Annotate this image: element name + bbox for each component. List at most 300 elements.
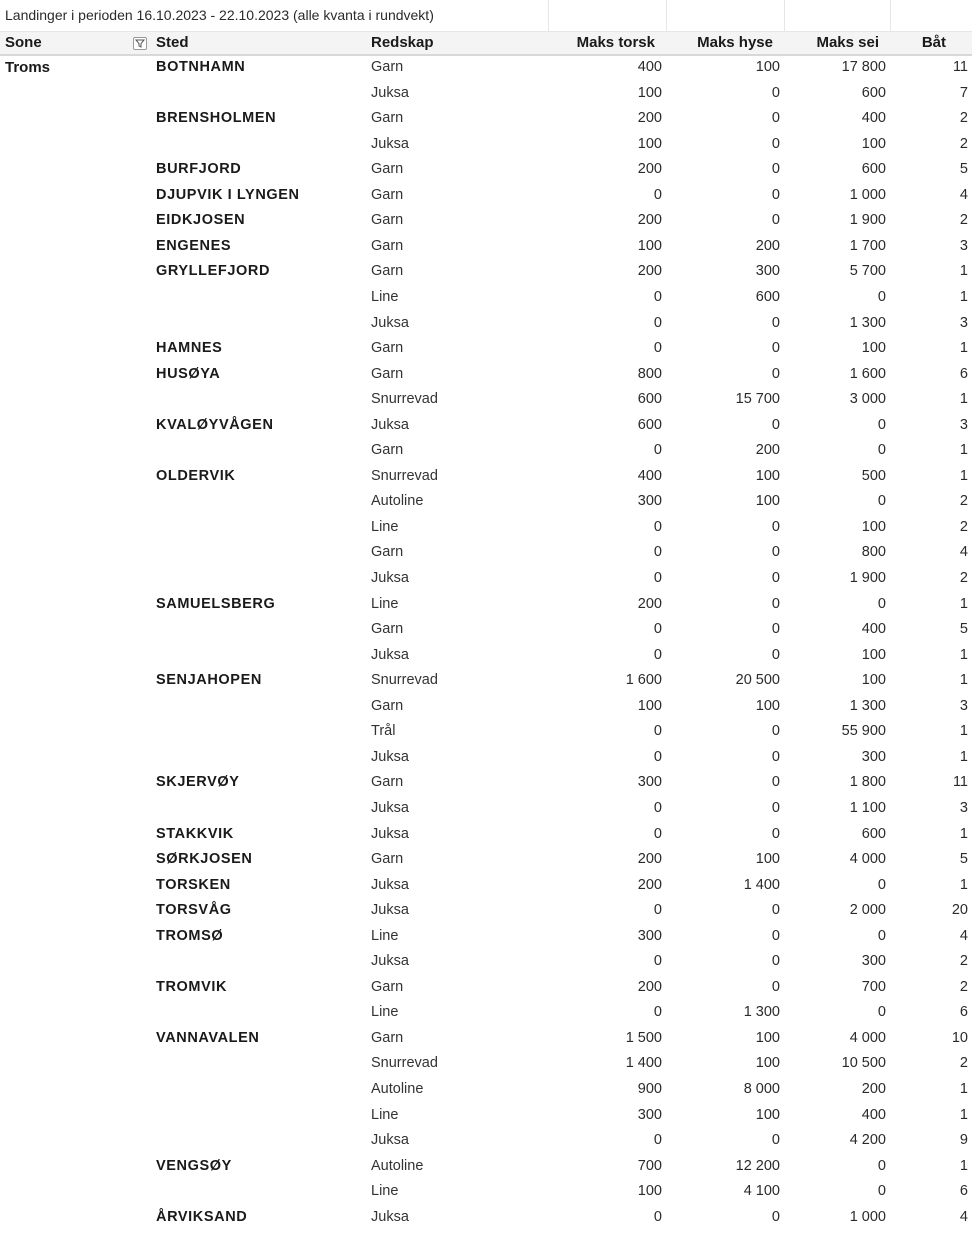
cell-maks-torsk: 100 [637, 135, 662, 152]
report-title-bar [0, 0, 972, 32]
cell-maks-torsk: 300 [637, 493, 662, 510]
cell-redskap: Juksa [371, 748, 409, 765]
cell-maks-torsk: 0 [653, 314, 662, 331]
cell-maks-hyse: 0 [771, 135, 780, 152]
cell-maks-sei: 0 [877, 1157, 886, 1174]
cell-maks-torsk: 300 [637, 1106, 662, 1123]
cell-redskap: Garn [371, 340, 404, 357]
table-row[interactable] [0, 388, 972, 414]
cell-bat: 1 [959, 723, 968, 740]
table-row[interactable] [0, 490, 972, 516]
cell-maks-sei: 3 000 [849, 391, 886, 408]
cell-bat: 5 [959, 621, 968, 638]
cell-maks-sei: 100 [861, 518, 886, 535]
cell-sted: HAMNES [156, 340, 223, 357]
cell-bat: 4 [959, 1208, 968, 1225]
cell-redskap: Garn [371, 212, 404, 229]
filter-button[interactable] [133, 37, 147, 50]
cell-sted: TROMVIK [156, 978, 228, 995]
cell-maks-torsk: 900 [637, 1081, 662, 1097]
cell-bat: 2 [959, 518, 968, 535]
cell-sted: BRENSHOLMEN [156, 110, 277, 127]
table-row[interactable] [0, 1001, 972, 1027]
cell-sted: DJUPVIK I LYNGEN [156, 186, 300, 203]
title-cell-divider [666, 0, 667, 31]
cell-bat: 1 [959, 595, 968, 612]
cell-bat: 1 [959, 467, 968, 484]
cell-maks-sei: 0 [877, 1004, 886, 1021]
cell-bat: 3 [959, 799, 968, 816]
cell-bat: 9 [959, 1132, 968, 1149]
table-row[interactable] [0, 874, 972, 900]
cell-bat: 4 [959, 544, 968, 561]
table-row[interactable] [0, 337, 972, 363]
cell-redskap: Juksa [371, 825, 409, 842]
cell-maks-torsk: 0 [653, 825, 662, 842]
cell-maks-sei: 100 [861, 135, 886, 152]
cell-maks-hyse: 0 [771, 595, 780, 612]
cell-redskap: Garn [371, 263, 404, 280]
cell-maks-hyse: 0 [771, 544, 780, 561]
title-cell-divider [890, 0, 891, 31]
cell-maks-sei: 600 [861, 161, 886, 178]
cell-bat: 4 [959, 927, 968, 944]
cell-sted: BURFJORD [156, 161, 242, 178]
table-row[interactable] [0, 133, 972, 159]
table-row[interactable] [0, 976, 972, 1002]
cell-maks-torsk: 0 [653, 1208, 662, 1225]
cell-bat: 6 [959, 1004, 968, 1021]
cell-maks-torsk: 0 [653, 186, 662, 203]
table-row[interactable] [0, 771, 972, 797]
table-row[interactable] [0, 1129, 972, 1155]
cell-redskap: Garn [371, 544, 404, 561]
cell-maks-sei: 1 600 [849, 365, 886, 382]
table-row[interactable] [0, 1104, 972, 1130]
cell-bat: 2 [959, 110, 968, 127]
cell-maks-sei: 1 100 [849, 799, 886, 816]
cell-maks-sei: 0 [877, 493, 886, 510]
cell-maks-torsk: 1 600 [625, 672, 662, 689]
table-row[interactable] [0, 516, 972, 542]
cell-maks-sei: 400 [861, 110, 886, 127]
cell-sted: BOTNHAMN [156, 59, 246, 75]
cell-sted: TORSVÅG [156, 902, 232, 919]
cell-sted: ÅRVIKSAND [156, 1208, 248, 1225]
table-row[interactable] [0, 465, 972, 491]
cell-bat: 1 [959, 1081, 968, 1097]
title-cell-divider [548, 0, 549, 31]
cell-maks-sei: 0 [877, 876, 886, 893]
cell-redskap: Garn [371, 110, 404, 127]
cell-redskap: Line [371, 1106, 399, 1123]
cell-maks-hyse: 8 000 [743, 1081, 780, 1097]
cell-maks-torsk: 600 [637, 416, 662, 433]
cell-bat: 20 [951, 902, 968, 919]
cell-bat: 1 [959, 340, 968, 357]
cell-maks-sei: 300 [861, 953, 886, 970]
cell-maks-hyse: 4 100 [743, 1183, 780, 1200]
table-row[interactable] [0, 618, 972, 644]
cell-maks-sei: 1 900 [849, 212, 886, 229]
cell-bat: 6 [959, 365, 968, 382]
cell-maks-hyse: 0 [771, 748, 780, 765]
cell-maks-torsk: 200 [637, 110, 662, 127]
cell-maks-hyse: 300 [755, 263, 780, 280]
cell-redskap: Garn [371, 442, 404, 459]
cell-redskap: Line [371, 927, 399, 944]
cell-maks-sei: 55 900 [841, 723, 886, 740]
cell-redskap: Autoline [371, 1081, 424, 1097]
cell-redskap: Trål [371, 723, 396, 740]
cell-maks-torsk: 0 [653, 1004, 662, 1021]
table-row[interactable] [0, 184, 972, 210]
table-row[interactable] [0, 209, 972, 235]
cell-maks-torsk: 0 [653, 799, 662, 816]
cell-redskap: Garn [371, 161, 404, 178]
table-row[interactable] [0, 848, 972, 874]
cell-sted: HUSØYA [156, 365, 221, 382]
cell-maks-sei: 10 500 [841, 1055, 886, 1072]
cell-maks-hyse: 0 [771, 646, 780, 663]
cell-maks-torsk: 800 [637, 365, 662, 382]
cell-bat: 2 [959, 493, 968, 510]
cell-sted: SENJAHOPEN [156, 672, 262, 689]
cell-maks-hyse: 0 [771, 570, 780, 586]
cell-maks-sei: 400 [861, 621, 886, 638]
cell-maks-hyse: 0 [771, 774, 780, 791]
cell-bat: 5 [959, 851, 968, 868]
cell-maks-sei: 300 [861, 748, 886, 765]
table-row[interactable] [0, 235, 972, 261]
cell-maks-torsk: 0 [653, 953, 662, 970]
cell-maks-torsk: 0 [653, 518, 662, 535]
cell-maks-torsk: 0 [653, 723, 662, 740]
cell-redskap: Line [371, 518, 399, 535]
cell-maks-sei: 100 [861, 672, 886, 689]
table-row[interactable] [0, 1180, 972, 1206]
cell-maks-torsk: 0 [653, 442, 662, 459]
cell-redskap: Snurrevad [371, 672, 438, 689]
cell-maks-hyse: 0 [771, 110, 780, 127]
title-cell-divider [784, 0, 785, 31]
cell-maks-torsk: 100 [637, 84, 662, 101]
cell-redskap: Juksa [371, 953, 409, 970]
cell-maks-hyse: 0 [771, 186, 780, 203]
report-title: Landinger i perioden 16.10.2023 - 22.10.2023 (alle kvanta i rundvekt) [5, 7, 434, 23]
cell-maks-sei: 700 [861, 978, 886, 995]
table-row[interactable] [0, 797, 972, 823]
table-row[interactable] [0, 414, 972, 440]
table-row[interactable] [0, 823, 972, 849]
cell-maks-sei: 100 [861, 340, 886, 357]
cell-maks-hyse: 0 [771, 416, 780, 433]
cell-maks-hyse: 0 [771, 723, 780, 740]
column-header-maks-torsk[interactable]: Maks torsk [576, 34, 655, 51]
cell-maks-hyse: 100 [755, 851, 780, 868]
table-row[interactable] [0, 567, 972, 593]
cell-bat: 1 [959, 391, 968, 408]
table-header [0, 32, 972, 56]
cell-bat: 7 [959, 84, 968, 101]
cell-maks-hyse: 0 [771, 953, 780, 970]
cell-bat: 1 [959, 263, 968, 280]
table-row[interactable] [0, 925, 972, 951]
cell-maks-hyse: 0 [771, 314, 780, 331]
table-row[interactable] [0, 158, 972, 184]
cell-maks-hyse: 0 [771, 1208, 780, 1225]
cell-maks-sei: 5 700 [849, 263, 886, 280]
cell-bat: 3 [959, 314, 968, 331]
cell-maks-sei: 1 700 [849, 237, 886, 254]
cell-maks-hyse: 100 [755, 493, 780, 510]
cell-maks-torsk: 100 [637, 697, 662, 714]
cell-maks-hyse: 100 [755, 697, 780, 714]
cell-maks-sei: 200 [861, 1081, 886, 1097]
table-row[interactable] [0, 286, 972, 312]
cell-redskap: Snurrevad [371, 391, 438, 408]
cell-maks-sei: 4 000 [849, 851, 886, 868]
cell-redskap: Snurrevad [371, 467, 438, 484]
cell-redskap: Line [371, 288, 399, 305]
cell-redskap: Juksa [371, 570, 409, 586]
cell-maks-hyse: 100 [755, 59, 780, 75]
table-row[interactable] [0, 1078, 972, 1104]
cell-redskap: Juksa [371, 1208, 409, 1225]
cell-redskap: Garn [371, 978, 404, 995]
cell-maks-sei: 1 000 [849, 186, 886, 203]
cell-maks-sei: 100 [861, 646, 886, 663]
cell-maks-torsk: 1 500 [625, 1029, 662, 1046]
cell-maks-hyse: 0 [771, 212, 780, 229]
cell-redskap: Garn [371, 1029, 404, 1046]
cell-redskap: Garn [371, 237, 404, 254]
table-row[interactable] [0, 950, 972, 976]
column-header-maks-hyse[interactable]: Maks hyse [697, 34, 773, 51]
cell-maks-torsk: 300 [637, 774, 662, 791]
cell-maks-hyse: 0 [771, 621, 780, 638]
cell-maks-torsk: 600 [637, 391, 662, 408]
cell-maks-torsk: 400 [637, 59, 662, 75]
table-row[interactable] [0, 107, 972, 133]
cell-sted: TROMSØ [156, 927, 224, 944]
cell-maks-torsk: 0 [653, 1132, 662, 1149]
cell-maks-torsk: 0 [653, 748, 662, 765]
cell-maks-sei: 1 300 [849, 697, 886, 714]
cell-redskap: Garn [371, 59, 404, 75]
cell-sted: STAKKVIK [156, 825, 234, 842]
table-row[interactable] [0, 720, 972, 746]
table-row[interactable] [0, 1052, 972, 1078]
cell-redskap: Garn [371, 697, 404, 714]
cell-redskap: Garn [371, 774, 404, 791]
cell-maks-sei: 1 300 [849, 314, 886, 331]
cell-maks-sei: 1 900 [849, 570, 886, 586]
cell-maks-sei: 500 [861, 467, 886, 484]
cell-maks-hyse: 0 [771, 84, 780, 101]
table-row[interactable] [0, 669, 972, 695]
cell-redskap: Garn [371, 621, 404, 638]
cell-sted: KVALØYVÅGEN [156, 416, 274, 433]
cell-bat: 2 [959, 978, 968, 995]
cell-maks-hyse: 0 [771, 161, 780, 178]
cell-maks-sei: 4 000 [849, 1029, 886, 1046]
column-header-bat[interactable]: Båt [921, 34, 946, 51]
cell-redskap: Garn [371, 365, 404, 382]
cell-bat: 1 [959, 1106, 968, 1123]
cell-maks-sei: 1 800 [849, 774, 886, 791]
cell-redskap: Line [371, 1004, 399, 1021]
cell-bat: 1 [959, 288, 968, 305]
cell-bat: 3 [959, 416, 968, 433]
cell-maks-hyse: 200 [755, 237, 780, 254]
cell-maks-hyse: 15 700 [735, 391, 780, 408]
cell-redskap: Juksa [371, 876, 409, 893]
cell-maks-hyse: 100 [755, 1106, 780, 1123]
cell-redskap: Line [371, 595, 399, 612]
cell-maks-sei: 400 [861, 1106, 886, 1123]
cell-redskap: Snurrevad [371, 1055, 438, 1072]
table-row[interactable] [0, 695, 972, 721]
cell-maks-torsk: 0 [653, 621, 662, 638]
table-row[interactable] [0, 899, 972, 925]
cell-maks-sei: 2 000 [849, 902, 886, 919]
cell-sted: OLDERVIK [156, 467, 236, 484]
cell-maks-torsk: 0 [653, 570, 662, 586]
cell-bat: 3 [959, 237, 968, 254]
table-row[interactable] [0, 1027, 972, 1053]
cell-maks-sei: 600 [861, 825, 886, 842]
cell-maks-hyse: 1 400 [743, 876, 780, 893]
cell-maks-torsk: 200 [637, 161, 662, 178]
table-row[interactable] [0, 644, 972, 670]
table-row[interactable] [0, 363, 972, 389]
cell-maks-hyse: 0 [771, 978, 780, 995]
table-row[interactable] [0, 746, 972, 772]
cell-redskap: Garn [371, 186, 404, 203]
cell-maks-hyse: 0 [771, 902, 780, 919]
cell-maks-torsk: 200 [637, 595, 662, 612]
cell-sone: Troms [5, 59, 51, 76]
cell-maks-hyse: 0 [771, 518, 780, 535]
cell-maks-torsk: 0 [653, 646, 662, 663]
cell-redskap: Autoline [371, 493, 424, 510]
cell-sted: SØRKJOSEN [156, 851, 253, 868]
cell-maks-hyse: 100 [755, 1029, 780, 1046]
cell-maks-sei: 800 [861, 544, 886, 561]
cell-maks-sei: 0 [877, 442, 886, 459]
cell-maks-hyse: 20 500 [735, 672, 780, 689]
cell-bat: 6 [959, 1183, 968, 1200]
cell-bat: 4 [959, 186, 968, 203]
cell-bat: 3 [959, 697, 968, 714]
cell-maks-sei: 4 200 [849, 1132, 886, 1149]
cell-redskap: Juksa [371, 416, 409, 433]
cell-maks-torsk: 100 [637, 1183, 662, 1200]
cell-redskap: Line [371, 1183, 399, 1200]
cell-redskap: Garn [371, 851, 404, 868]
cell-bat: 5 [959, 161, 968, 178]
cell-maks-torsk: 200 [637, 978, 662, 995]
cell-maks-hyse: 1 300 [743, 1004, 780, 1021]
cell-bat: 2 [959, 570, 968, 586]
table-row[interactable] [0, 1155, 972, 1181]
cell-maks-torsk: 200 [637, 212, 662, 229]
cell-maks-hyse: 0 [771, 825, 780, 842]
cell-bat: 2 [959, 212, 968, 229]
cell-bat: 1 [959, 1157, 968, 1174]
column-header-maks-sei[interactable]: Maks sei [816, 34, 879, 51]
cell-maks-hyse: 0 [771, 927, 780, 944]
table-row[interactable] [0, 1206, 972, 1232]
cell-sted: SAMUELSBERG [156, 595, 276, 612]
cell-bat: 1 [959, 876, 968, 893]
cell-maks-hyse: 100 [755, 1055, 780, 1072]
cell-maks-torsk: 0 [653, 288, 662, 305]
cell-redskap: Juksa [371, 1132, 409, 1149]
cell-sted: GRYLLEFJORD [156, 263, 271, 280]
cell-redskap: Juksa [371, 135, 409, 152]
cell-bat: 2 [959, 953, 968, 970]
table-row[interactable] [0, 56, 972, 82]
table-row[interactable] [0, 82, 972, 108]
cell-bat: 1 [959, 442, 968, 459]
table-row[interactable] [0, 439, 972, 465]
table-row[interactable] [0, 541, 972, 567]
cell-bat: 11 [952, 774, 968, 791]
cell-maks-sei: 0 [877, 288, 886, 305]
column-header-redskap[interactable]: Redskap [371, 34, 434, 51]
cell-maks-sei: 0 [877, 1183, 886, 1200]
cell-redskap: Juksa [371, 646, 409, 663]
cell-bat: 2 [959, 135, 968, 152]
cell-maks-sei: 0 [877, 595, 886, 612]
cell-maks-hyse: 0 [771, 1132, 780, 1149]
cell-maks-torsk: 400 [637, 467, 662, 484]
cell-redskap: Juksa [371, 84, 409, 101]
cell-maks-hyse: 100 [755, 467, 780, 484]
cell-maks-torsk: 0 [653, 340, 662, 357]
cell-maks-hyse: 0 [771, 365, 780, 382]
column-header-sted[interactable]: Sted [156, 34, 189, 51]
cell-bat: 1 [959, 825, 968, 842]
cell-maks-torsk: 0 [653, 544, 662, 561]
cell-maks-hyse: 0 [771, 799, 780, 816]
cell-bat: 1 [959, 672, 968, 689]
cell-sted: VANNAVALEN [156, 1029, 260, 1046]
column-header-sone[interactable]: Sone [5, 34, 42, 51]
table-row[interactable] [0, 260, 972, 286]
cell-maks-sei: 600 [861, 84, 886, 101]
cell-maks-torsk: 700 [637, 1157, 662, 1174]
cell-redskap: Autoline [371, 1157, 424, 1174]
cell-sted: TORSKEN [156, 876, 231, 893]
cell-bat: 1 [959, 748, 968, 765]
table-row[interactable] [0, 593, 972, 619]
cell-maks-torsk: 200 [637, 876, 662, 893]
cell-redskap: Juksa [371, 902, 409, 919]
cell-redskap: Juksa [371, 799, 409, 816]
cell-maks-torsk: 100 [637, 237, 662, 254]
cell-bat: 11 [952, 59, 968, 75]
filter-icon [135, 39, 145, 48]
cell-sted: ENGENES [156, 237, 232, 254]
cell-maks-hyse: 600 [755, 288, 780, 305]
table-row[interactable] [0, 312, 972, 338]
cell-sted: EIDKJOSEN [156, 212, 246, 229]
cell-maks-torsk: 0 [653, 902, 662, 919]
cell-maks-torsk: 200 [637, 851, 662, 868]
